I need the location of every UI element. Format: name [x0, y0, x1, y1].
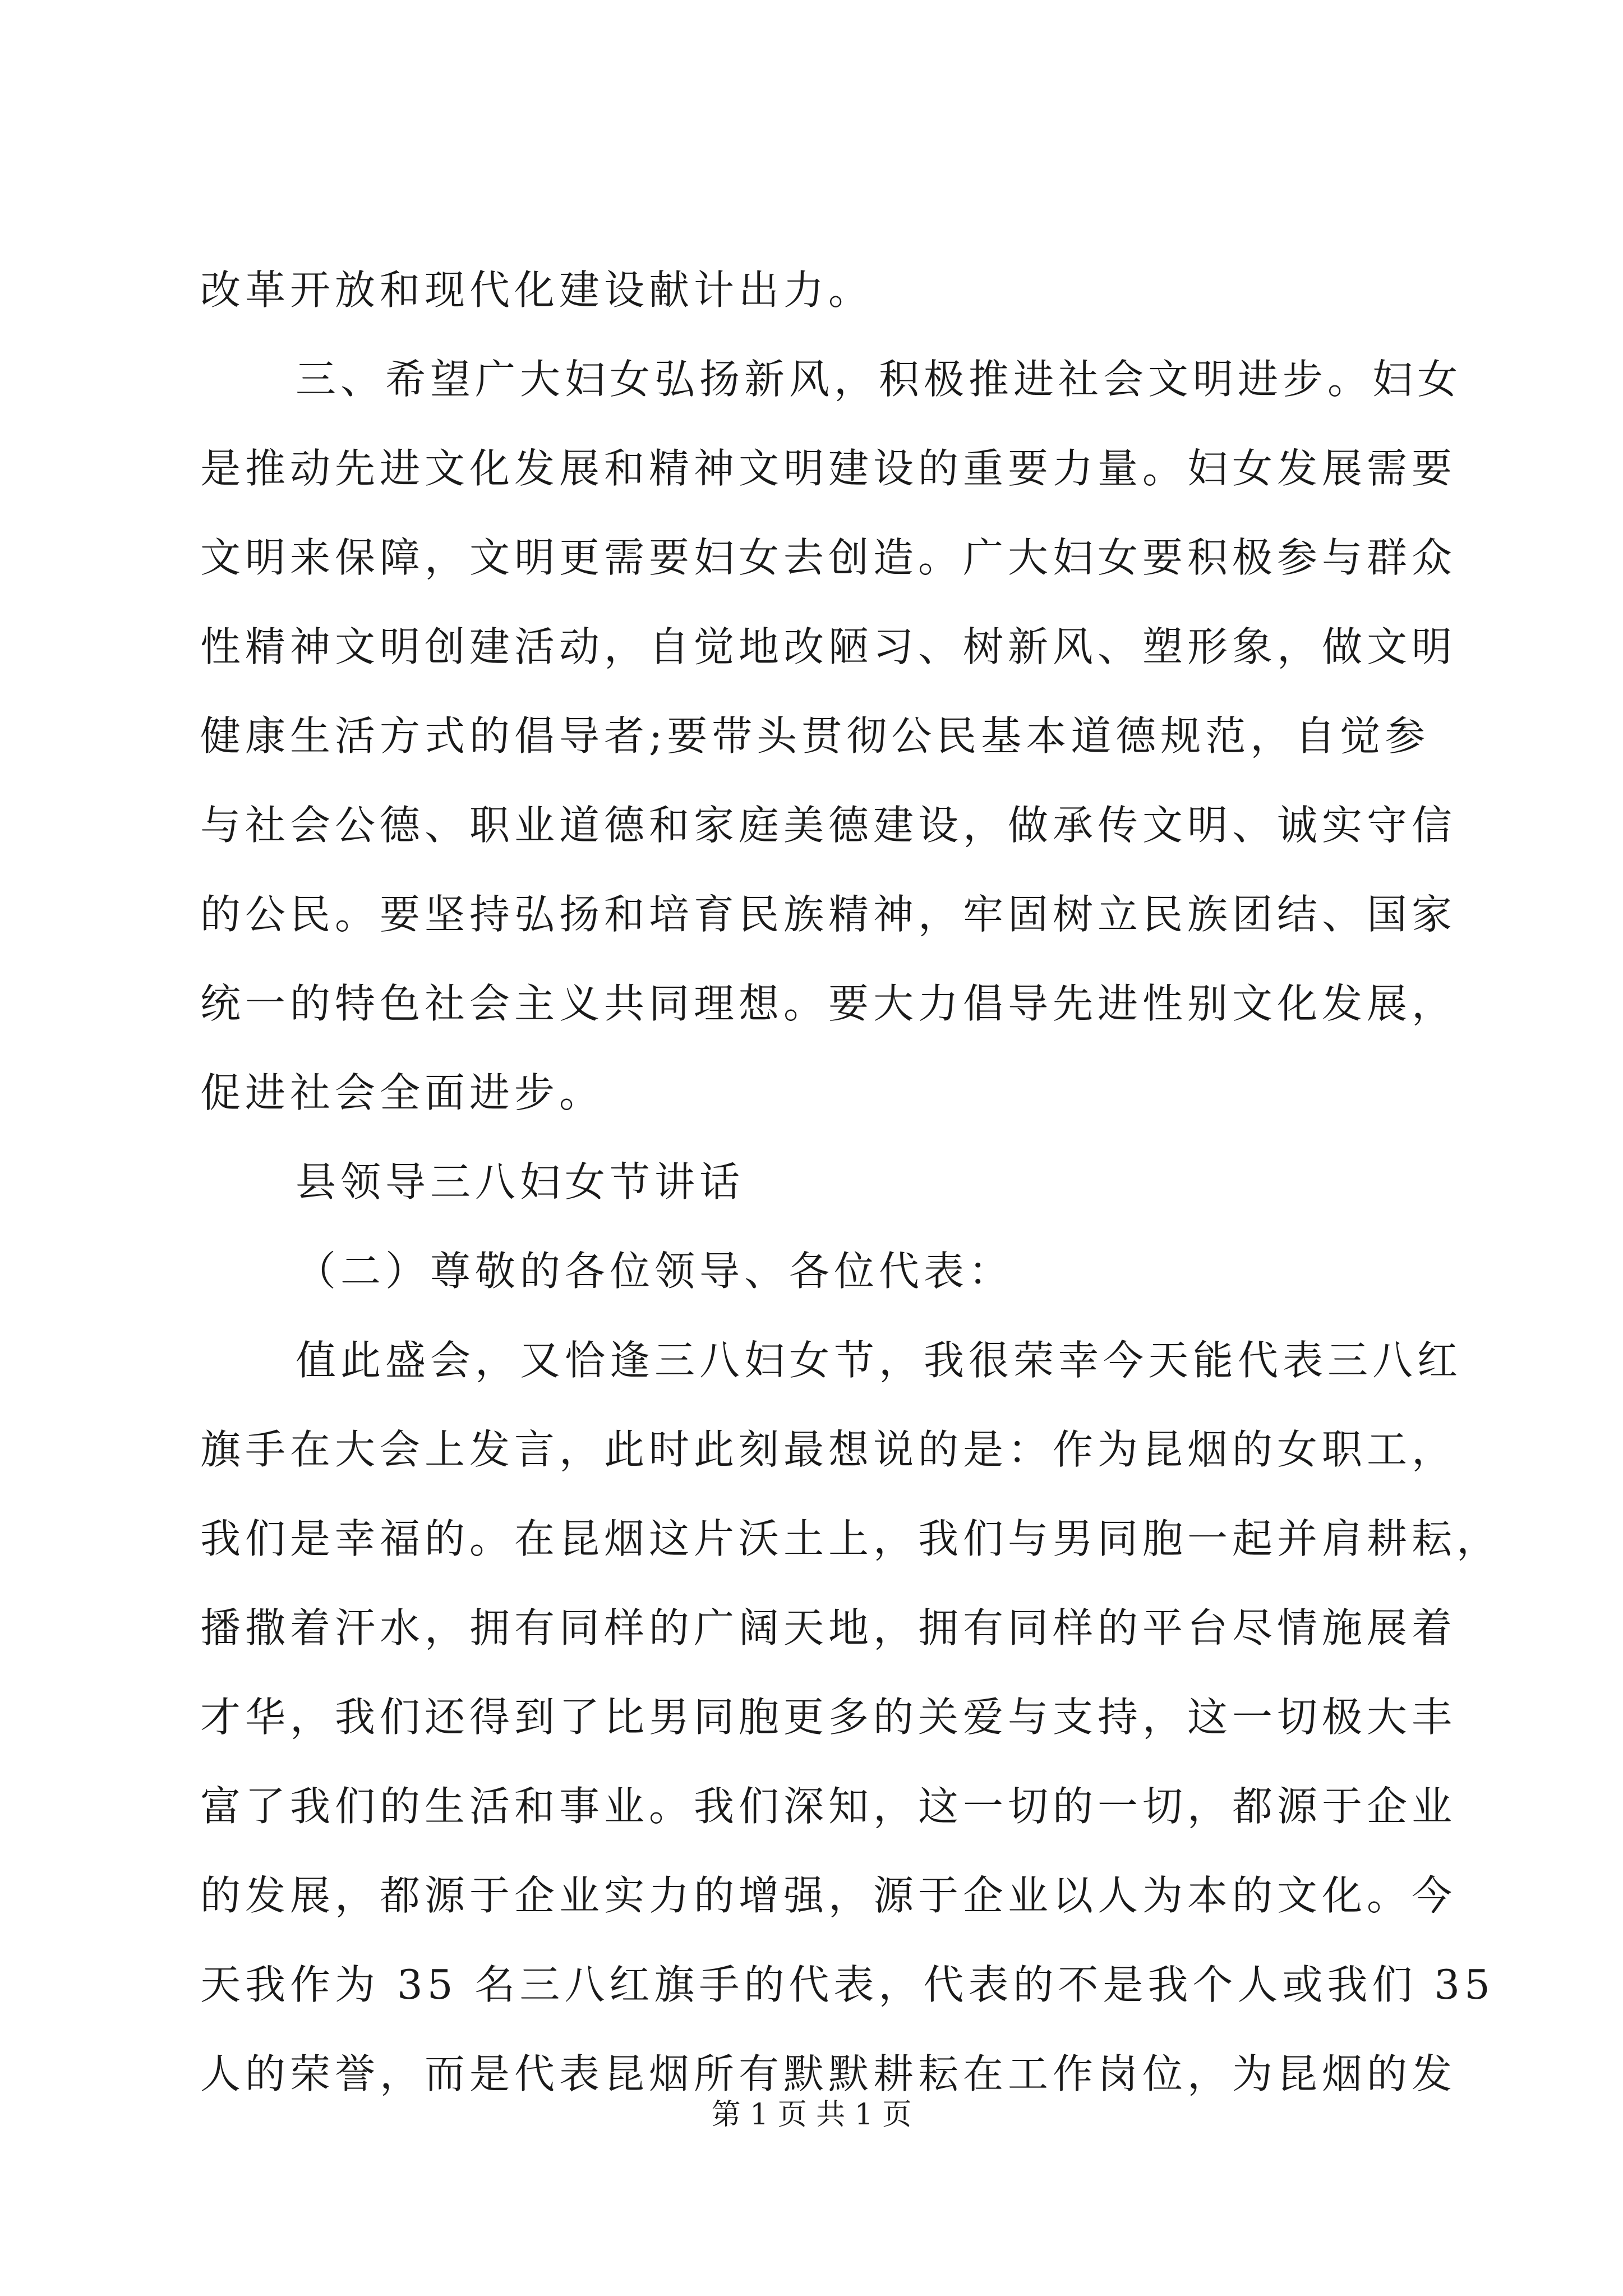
text-line: 三、希望广大妇女弘扬新风，积极推进社会文明进步。妇女	[296, 356, 1463, 403]
text-line: 与社会公德、职业道德和家庭美德建设，做承传文明、诚实守信	[200, 802, 1457, 849]
text-line: 改革开放和现代化建设献计出力。	[200, 266, 874, 314]
text-line: 旗手在大会上发言，此时此刻最想说的是：作为昆烟的女职工，	[200, 1426, 1457, 1473]
text-line: 天我作为 35 名三八红旗手的代表，代表的不是我个人或我们 35	[200, 1961, 1495, 2008]
text-line: 的公民。要坚持弘扬和培育民族精神，牢固树立民族团结、国家	[200, 891, 1457, 938]
text-line: 人的荣誉，而是代表昆烟所有默默耕耘在工作岗位，为昆烟的发	[200, 2050, 1457, 2097]
text-line: 是推动先进文化发展和精神文明建设的重要力量。妇女发展需要	[200, 445, 1457, 492]
text-line: 我们是幸福的。在昆烟这片沃土上，我们与男同胞一起并肩耕耘，	[200, 1515, 1502, 1562]
text-line: 统一的特色社会主义共同理想。要大力倡导先进性别文化发展，	[200, 980, 1457, 1027]
document-body	[200, 246, 1502, 2119]
page-footer: 第 1 页 共 1 页	[711, 2098, 912, 2132]
text-line: 的发展，都源于企业实力的增强，源于企业以人为本的文化。今	[200, 1872, 1457, 1919]
text-line: 文明来保障，文明更需要妇女去创造。广大妇女要积极参与群众	[200, 534, 1457, 581]
text-line: 健康生活方式的倡导者;要带头贯彻公民基本道德规范，自觉参	[200, 712, 1430, 760]
text-line: 促进社会全面进步。	[200, 1069, 605, 1116]
text-line: 才华，我们还得到了比男同胞更多的关爱与支持，这一切极大丰	[200, 1694, 1457, 1741]
text-line: 富了我们的生活和事业。我们深知，这一切的一切，都源于企业	[200, 1783, 1457, 1830]
text-line: 播撒着汗水，拥有同样的广阔天地，拥有同样的平台尽情施展着	[200, 1604, 1457, 1651]
salutation: （二）尊敬的各位领导、各位代表：	[296, 1248, 1014, 1295]
section-heading: 县领导三八妇女节讲话	[296, 1158, 745, 1205]
text-line: 值此盛会，又恰逢三八妇女节，我很荣幸今天能代表三八红	[296, 1337, 1463, 1384]
text-line: 性精神文明创建活动，自觉地改陋习、树新风、塑形象，做文明	[200, 623, 1457, 670]
